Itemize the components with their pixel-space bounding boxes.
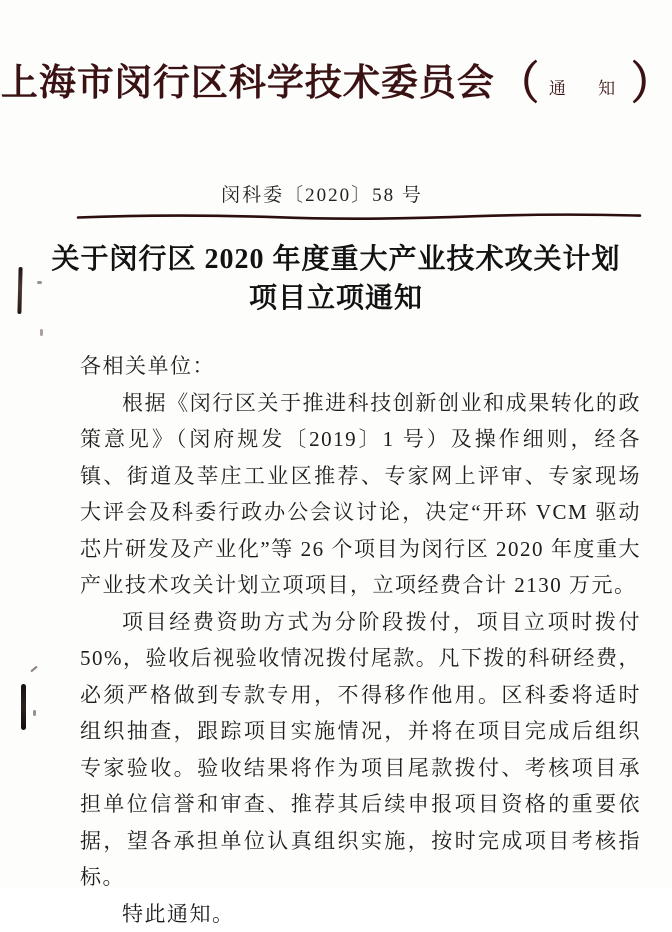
paragraph-2: 项目经费资助方式为分阶段拨付，项目立项时拨付 50%，验收后视验收情况拨付尾款。凡下拨的科研经费，必须严格做到专款专用，不得移作他用。区科委将适时组织抽查，跟踪项目实施情况，并将在项目完成后组织专家验收。验收结果将作为项目尾款拨付、考核项目承担单位信誉和审查、推荐其后续申报项目资格的重要依据，望各承担单位认真组织实施，按时完成项目考核指标。	[80, 604, 641, 896]
document-letterhead	[0, 58, 672, 110]
close-paren: ）	[631, 55, 671, 113]
scan-artifact-speck	[30, 666, 37, 673]
doc-type-label: 通 知	[549, 70, 629, 99]
title-line-1: 关于闵行区 2020 年度重大产业技术攻关计划	[0, 240, 672, 279]
scan-artifact-bar-bottom	[21, 684, 26, 730]
document-title	[0, 240, 672, 318]
document-body	[80, 348, 641, 932]
letterhead-divider-line	[76, 211, 642, 223]
open-paren: （	[499, 55, 539, 113]
document-number: 闵科委〔2020〕58 号	[0, 180, 644, 207]
salutation-line: 各相关单位：	[80, 348, 641, 385]
scan-artifact-speck	[33, 710, 36, 716]
closing-line: 特此通知。	[80, 896, 641, 932]
title-line-2: 项目立项通知	[0, 279, 672, 318]
agency-name: 上海市闵行区科学技术委员会	[1, 58, 495, 110]
paragraph-1: 根据《闵行区关于推进科技创新创业和成果转化的政策意见》（闵府规发〔2019〕1 号）及操作细则，经各镇、街道及莘庄工业区推荐、专家网上评审、专家现场大评会及科委行政办公会议讨论，决定“开环 VCM 驱动芯片研发及产业化”等 26 个项目为闵行区 2020 年度重大产业技术攻关计划立项项目，立项经费合计 2130 万元。	[80, 385, 641, 604]
doc-type-group	[499, 58, 671, 110]
scan-artifact-speck	[40, 329, 43, 336]
